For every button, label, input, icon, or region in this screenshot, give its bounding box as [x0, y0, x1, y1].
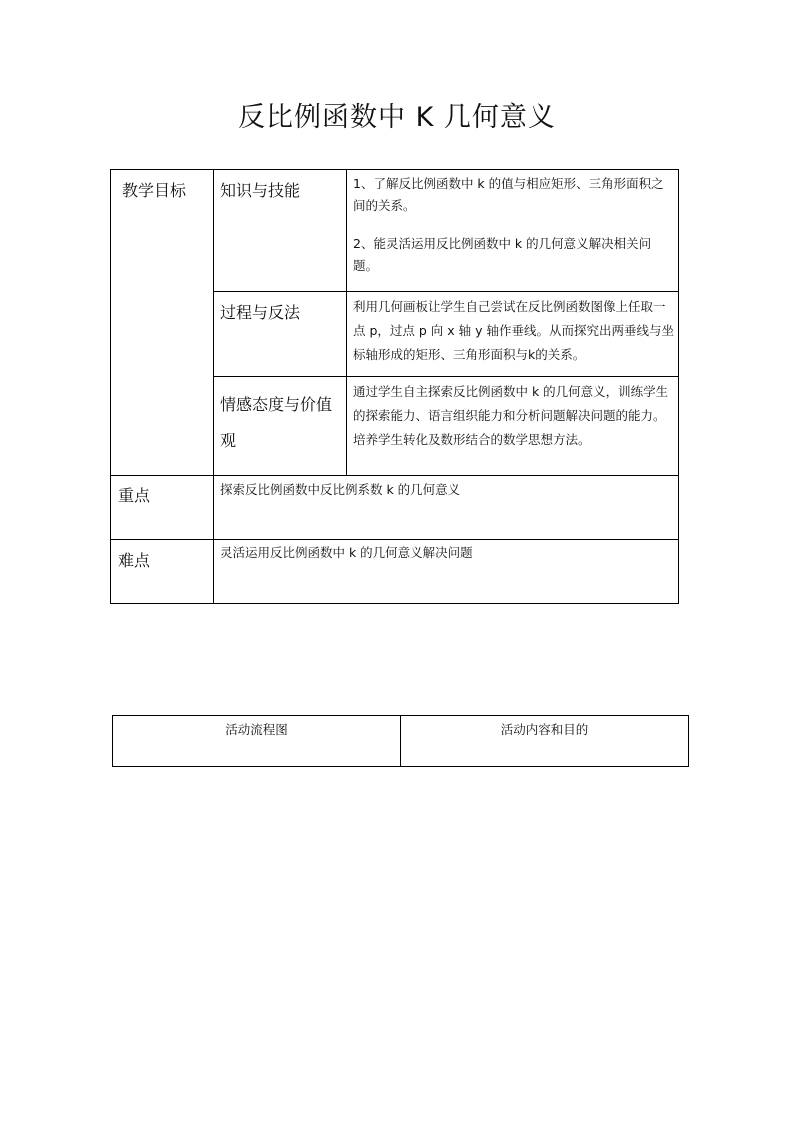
difficulty-label: 难点: [118, 551, 151, 570]
category-process-methods: 过程与反法: [220, 303, 301, 322]
difficulty-text: 灵活运用反比例函数中 k 的几何意义解决问题: [220, 545, 473, 560]
key-point-label: 重点: [118, 486, 151, 505]
process-methods-content: 利用几何画板让学生自己尝试在反比例函数图像上任取一点 p，过点 p 向 x 轴 y 轴作垂线。从而探究出两垂线与坐标轴形成的矩形、三角形面积与k的关系。: [353, 299, 674, 362]
category-attitudes-values: 情感态度与价值观: [220, 395, 333, 450]
objectives-label: 教学目标: [122, 181, 187, 200]
category-knowledge-skills: 知识与技能: [220, 181, 301, 200]
key-point-text: 探索反比例函数中反比例系数 k 的几何意义: [220, 482, 461, 497]
page-title: 反比例函数中 K 几何意义: [238, 102, 556, 133]
activity-content-header: 活动内容和目的: [500, 722, 589, 737]
knowledge-skills-item-1: 1、了解反比例函数中 k 的值与相应矩形、三角形面积之间的关系。: [353, 176, 664, 213]
attitudes-values-content: 通过学生自主探索反比例函数中 k 的几何意义，训练学生的探索能力、语言组织能力和分析问题解决问题的能力。培养学生转化及数形结合的数学思想方法。: [353, 384, 669, 447]
knowledge-skills-item-2: 2、能灵活运用反比例函数中 k 的几何意义解决相关问题。: [353, 236, 652, 273]
activity-flowchart-header: 活动流程图: [225, 722, 288, 737]
